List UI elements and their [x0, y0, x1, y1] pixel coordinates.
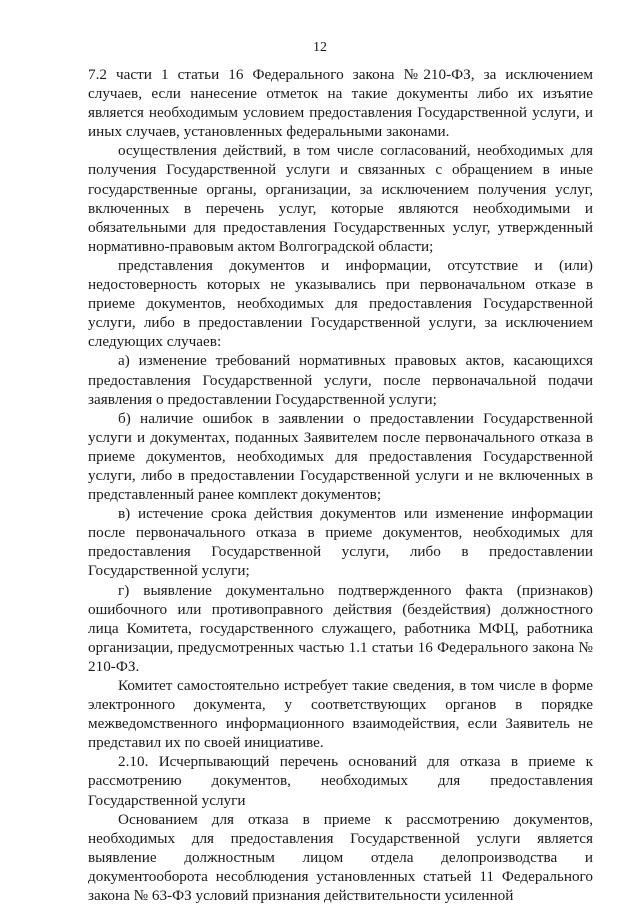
list-item-b: б) наличие ошибок в заявлении о предоставлении Государственной услуги и документах, поданных Заявителем после первоначального отказа в приеме документов, необходимых для предоставления Государственной услуги, либо в предоставлении Государственной услуги и не включенных в представленный ранее комплект документов;	[88, 409, 593, 504]
paragraph-documents: представления документов и информации, отсутствие и (или) недостоверность которых не указывались при первоначальном отказе в приеме документов, необходимых для предоставления Государственной услуги, либо в предоставлении Государственной услуги, за исключением следующих случаев:	[88, 256, 593, 351]
list-item-v: в) истечение срока действия документов или изменение информации после первоначального отказа в приеме документов, необходимых для предоставления Государственной услуги, либо в предоставлении Государственной услуги;	[88, 505, 593, 580]
section-heading-2-10: 2.10. Исчерпывающий перечень оснований для отказа в приеме к рассмотрению документов, необходимых для предоставления Государственной услуги	[88, 753, 593, 809]
paragraph-actions: осуществления действий, в том числе согласований, необходимых для получения Государственной услуги и связанных с обращением в иные государственные органы, организации, за исключением получения услуг, включенных в перечень услуг, которые являются необходимыми и обязательными для предоставления Государственных услуг, утвержденный нормативно-правовым актом Волгоградской области;	[88, 142, 593, 255]
list-item-a: а) изменение требований нормативных правовых актов, касающихся предоставления Государственной услуги, после первоначальной подачи заявления о предоставлении Государственной услуги;	[88, 352, 593, 408]
paragraph-committee: Комитет самостоятельно истребует такие сведения, в том числе в форме электронного документа, у соответствующих органов в порядке межведомственного информационного взаимодействия, если Заявитель не представил их по своей инициативе.	[88, 677, 593, 752]
paragraph-continuation: 7.2 части 1 статьи 16 Федерального закона №210-ФЗ, за исключением случаев, если нанесение отметок на такие документы либо их изъятие является необходимым условием предоставления Государственной услуги, и иных случаев, установленных федеральными законами.	[88, 66, 593, 141]
page-number: 12	[313, 40, 327, 55]
list-item-g: г) выявление документально подтвержденного факта (признаков) ошибочного или противоправного действия (бездействия) должностного лица Комитета, государственного служащего, работника МФЦ, работника организации, предусмотренных частью 1.1 статьи 16 Федерального закона № 210-ФЗ.	[88, 581, 593, 675]
paragraph-grounds: Основанием для отказа в приеме к рассмотрению документов, необходимых для предоставления Государственной услуги является выявление должностным лицом отдела делопроизводства и документооборота несоблюдения установленных статьей 11 Федерального закона № 63-ФЗ условий признания действительности усиленной	[88, 810, 593, 905]
document-body	[88, 65, 593, 905]
